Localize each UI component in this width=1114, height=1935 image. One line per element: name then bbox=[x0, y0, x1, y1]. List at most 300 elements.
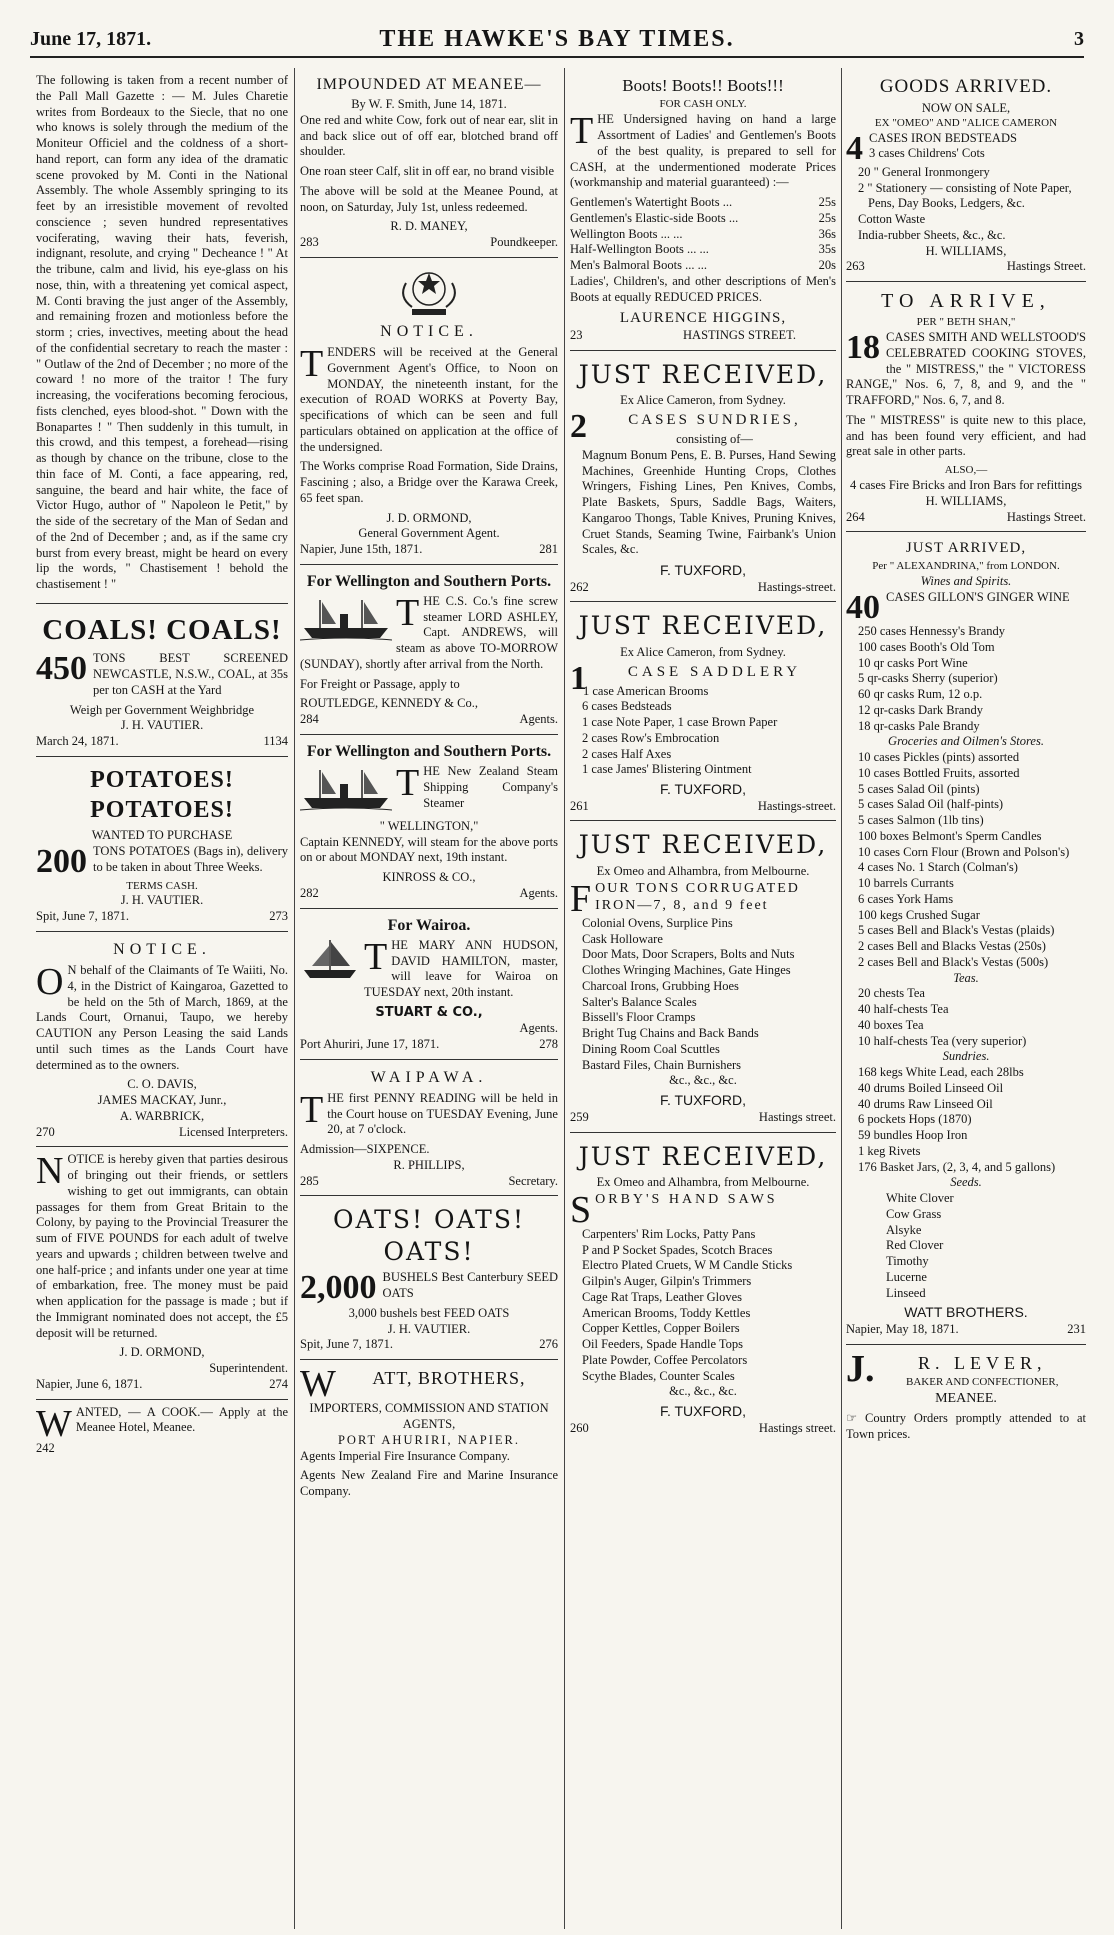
ad-consisting: consisting of— bbox=[676, 432, 753, 447]
ad-signature: R. D. MANEY, bbox=[390, 219, 468, 234]
ad-text: HE Undersigned having on hand a large Assortment of Ladies' and Gentlemen's Boots of the best quality, is prepared to sell for CASH, at the undermentioned moderate Prices (workmanship and material guaranteed) :— bbox=[570, 112, 836, 190]
ad-number: 284 bbox=[300, 712, 319, 727]
ad-text: OTICE is hereby given that parties desirous of bringing out their friends, or settlers wishing to get out immigrants, can obtain passages for them from Great Britain to the Colony, by paying to the Provincial Treasurer the sum of FIVE POUNDS for each adult of twelve years and upwards ; children between twelve and one half-price ; and infants under one year at time of embarkation, free. The money must be paid when application for the passage is made ; but if the Immigrant nominated does not accept, the £5 deposit will be returned. bbox=[36, 1152, 288, 1340]
groceries-list bbox=[846, 750, 1086, 971]
list-item: 6 cases York Hams bbox=[858, 891, 954, 906]
list-item: Bright Tug Chains and Back Bands bbox=[582, 1026, 759, 1041]
list-item: 40 half-chests Tea bbox=[858, 1002, 949, 1017]
ad-heading: JUST RECEIVED, bbox=[578, 611, 828, 641]
ad-subheading: BAKER AND CONFECTIONER, bbox=[906, 1376, 1059, 1389]
page-number: 3 bbox=[1074, 28, 1084, 50]
ad-title: CASE SADDLERY bbox=[627, 663, 802, 680]
drop-cap: W bbox=[300, 1363, 336, 1406]
column-rule bbox=[564, 68, 565, 1929]
list-item: Clothes Wringing Machines, Gate Hinges bbox=[582, 963, 791, 978]
ad-agent: ROUTLEDGE, KENNEDY & Co., bbox=[300, 696, 478, 711]
ad-just-received-sundries bbox=[570, 351, 836, 603]
ad-signature: H. WILLIAMS, bbox=[925, 493, 1007, 508]
ad-signature: F. TUXFORD, bbox=[659, 562, 747, 579]
list-item: 5 qr-casks Sherry (superior) bbox=[858, 671, 998, 686]
ad-number: 270 bbox=[36, 1124, 55, 1139]
ad-number: 231 bbox=[1067, 1321, 1086, 1336]
ad-source: EX "OMEO" AND "ALICE CAMERON bbox=[874, 116, 1058, 129]
ad-title: OUR TONS CORRUGATED IRON—7, 8, and 9 feet bbox=[595, 880, 800, 914]
price-list bbox=[570, 195, 836, 274]
ad-number: 1134 bbox=[263, 734, 288, 749]
article-text: The following is taken from a recent number of the Pall Mall Gazette : — M. Jules Charetie writes from Bordeaux to the Siecle, that no one who knows is solely through the medium of the Moniteur Officiel and the coldness of a short-hand report, can form any idea of the dramatic scene provoked by M. Conti in the National Assembly. The whole Assembly springing to its feet by an irresistible movement of revolted conscience ; seven hundred representatives vociferating, waving their hats, feverish, indignant, resolute, and crying " Decheance ! " At the tribune, calm and livid, his eye-glass on his nose, thin, with a threatening yet comical aspect, M. Conti braving the just anger of the Assembly, and remaining frozen and motionless before the storm ; cries, invectives, meeting about the head of the confidential secretary to reach the master : " Outlaw of the 2nd of December ; no more of the coward ! no more of the traitor ! The fury increasing, the vociferations becoming ferocious, fists clenched, eyes blood-shot. " Down with the Bonapartes ! " Then suddenly in this tumult, in this crowd, and this tempest, a forehead—rising as though by chance on the tribune, close to the thin face of M. Conti, a face appearing, red, sanguine, the beard and hair white, the face of Victor Hugo, author of " Napoleon le Petit," by the side of the secretary of the Man of Sedan and of the 2nd of December ; and, as if the same cry burst from every breast, might be heard on every lip the words, " Chastisement ! behold the chastisement ! " bbox=[36, 73, 288, 591]
price-row bbox=[570, 227, 836, 243]
drop-cap: O bbox=[36, 961, 64, 1004]
section-heading: Wines and Spirits. bbox=[920, 574, 1012, 588]
issue-date: June 17, 1871. bbox=[30, 28, 152, 50]
ad-signature: F. TUXFORD, bbox=[659, 781, 747, 798]
ad-number: 23 bbox=[570, 328, 583, 343]
ad-place: PORT AHURIRI, NAPIER. bbox=[337, 1432, 520, 1447]
drop-cap: N bbox=[36, 1150, 64, 1193]
ad-wellington bbox=[300, 735, 558, 909]
list-item: Cow Grass bbox=[886, 1206, 942, 1221]
ad-date: Spit, June 7, 1871. bbox=[36, 909, 130, 924]
ad-date: Port Ahuriri, June 17, 1871. bbox=[300, 1036, 440, 1051]
list-item: 6 pockets Hops (1870) bbox=[858, 1112, 972, 1127]
ad-lord-ashley bbox=[300, 565, 558, 735]
ad-address: HASTINGS STREET. bbox=[683, 328, 796, 343]
ad-signature: F. TUXFORD, bbox=[659, 1092, 747, 1109]
ad-number: 260 bbox=[570, 1420, 589, 1435]
ad-heading: WAIPAWA. bbox=[370, 1068, 488, 1086]
list-item: 1 case American Brooms bbox=[583, 683, 709, 698]
ad-date: Spit, June 7, 1871. bbox=[300, 1337, 394, 1352]
ad-subheading: IMPORTERS, COMMISSION AND STATION AGENTS, bbox=[309, 1401, 549, 1431]
ad-text: N behalf of the Claimants of Te Waiiti, No. 4, in the District of Kaingaroa, Gazetted to be held on the 5th of March, 1869, at the Lands Court, Ornanui, Taupo, we hereby CAUTION any Person Leasing the said Lands until such times as the Lands Court have determined as to the owners. bbox=[36, 963, 288, 1072]
list-item: Electro Plated Cruets, W M Candle Sticks bbox=[582, 1258, 793, 1273]
ad-heading: COALS! COALS! bbox=[42, 613, 282, 646]
ad-signature: F. TUXFORD, bbox=[659, 1403, 747, 1420]
ad-etc: &c., &c., &c. bbox=[669, 1384, 737, 1399]
ad-immigration-notice bbox=[36, 1147, 288, 1399]
ad-heading: Boots! Boots!! Boots!!! bbox=[622, 76, 784, 95]
list-item: 59 bundles Hoop Iron bbox=[858, 1128, 968, 1143]
ad-heading: R. LEVER, bbox=[918, 1352, 1047, 1373]
ad-quantity: 450 bbox=[36, 650, 87, 688]
ad-just-received-saws bbox=[570, 1133, 836, 1443]
item-list bbox=[570, 916, 836, 1074]
coat-of-arms-illustration bbox=[300, 267, 558, 319]
list-item: Oil Feeders, Spade Handle Tops bbox=[582, 1337, 744, 1352]
ad-title: CASES GILLON'S GINGER WINE bbox=[886, 589, 1070, 604]
ad-text: TONS POTATOES (Bags in), delivery to be taken in about Three Weeks. bbox=[93, 844, 288, 874]
ad-address: Hastings-street. bbox=[757, 579, 836, 594]
ad-item: One red and white Cow, fork out of near ear, slit in and back slice out of off ear, blotched brand off shoulder. bbox=[300, 112, 558, 159]
ad-terms: TERMS CASH. bbox=[126, 879, 198, 892]
ad-text: Country Orders promptly attended to at Town prices. bbox=[846, 1410, 1086, 1441]
drop-cap: W bbox=[36, 1402, 72, 1445]
ad-address: Hastings Street. bbox=[1006, 509, 1086, 524]
ad-just-received-saddlery bbox=[570, 602, 836, 821]
column-2 bbox=[300, 68, 558, 1929]
ad-text: HE New Zealand Steam Shipping Company's Steamer bbox=[423, 764, 558, 810]
drop-cap: T bbox=[364, 935, 388, 978]
list-item: 100 kegs Crushed Sugar bbox=[858, 907, 980, 922]
ad-text: The " MISTRESS" is quite new to this place, and has been found very efficient, and had great sale in other parts. bbox=[846, 412, 1086, 459]
item-list bbox=[846, 165, 1086, 244]
ad-role: Superintendent. bbox=[209, 1361, 288, 1376]
list-item: 40 drums Raw Linseed Oil bbox=[858, 1096, 993, 1111]
ad-just-arrived-watt bbox=[846, 532, 1086, 1344]
list-item: 10 barrels Currants bbox=[858, 876, 954, 891]
list-item: Carpenters' Rim Locks, Patty Pans bbox=[582, 1226, 756, 1241]
ad-number: 242 bbox=[36, 1440, 55, 1455]
ad-role: Agents. bbox=[519, 1021, 558, 1036]
ad-heading: JUST RECEIVED, bbox=[578, 359, 828, 389]
list-item: 176 Basket Jars, (2, 3, 4, and 5 gallons) bbox=[858, 1159, 1056, 1174]
section-heading: Sundries. bbox=[942, 1049, 990, 1064]
ad-text: Captain KENNEDY, will steam for the above ports on or about MONDAY next, 19th instant. bbox=[300, 834, 558, 865]
drop-cap: J. bbox=[846, 1347, 875, 1390]
ad-text: ANTED, — A COOK.— Apply at the Meanee Hotel, Meanee. bbox=[75, 1404, 288, 1435]
wines-list bbox=[846, 624, 1086, 734]
ad-signature: WATT BROTHERS. bbox=[904, 1304, 1028, 1321]
ad-number: 262 bbox=[570, 579, 589, 594]
ad-subheading: FOR CASH ONLY. bbox=[659, 98, 747, 111]
list-item: 10 half-chests Tea (very superior) bbox=[858, 1033, 1027, 1048]
steamship-illustration bbox=[300, 764, 392, 819]
sundries-list bbox=[846, 1065, 1086, 1175]
price-row bbox=[570, 242, 836, 258]
ad-quantity: 4 bbox=[846, 129, 863, 167]
ad-address: Hastings Street. bbox=[1006, 259, 1086, 274]
price-value: 25s bbox=[818, 210, 836, 225]
ad-number: 282 bbox=[300, 885, 319, 900]
drop-cap: T bbox=[396, 591, 420, 634]
ad-text: HE first PENNY READING will be held in the Court house on TUESDAY Evening, June 20, at 7 o'clock. bbox=[327, 1090, 558, 1137]
ad-signature: H. WILLIAMS, bbox=[925, 243, 1007, 258]
ad-byline: By W. F. Smith, June 14, 1871. bbox=[351, 97, 507, 112]
masthead bbox=[30, 24, 1084, 58]
ad-title: ORBY'S HAND SAWS bbox=[595, 1191, 778, 1207]
list-item: 6 cases Bedsteads bbox=[582, 699, 672, 714]
ad-quantity: 200 bbox=[36, 843, 87, 880]
ad-number: 264 bbox=[846, 509, 865, 524]
price-row bbox=[570, 195, 836, 211]
ad-potatoes bbox=[36, 757, 288, 932]
ad-text: The above will be sold at the Meanee Pound, at noon, on Saturday, July 1st, unless redeemed. bbox=[300, 183, 558, 214]
list-item: 1 case Note Paper, 1 case Brown Paper bbox=[582, 715, 778, 730]
ad-item: One roan steer Calf, slit in off ear, no brand visible bbox=[300, 164, 555, 179]
ad-text: Agents Imperial Fire Insurance Company. bbox=[300, 1448, 510, 1463]
ad-line: 3 cases Childrens' Cots bbox=[869, 146, 985, 161]
ad-just-received-iron bbox=[570, 821, 836, 1132]
list-item: 40 drums Boiled Linseed Oil bbox=[858, 1080, 1004, 1095]
ad-coals bbox=[36, 604, 288, 757]
list-item: Cotton Waste bbox=[858, 212, 926, 227]
ad-date: Napier, June 15th, 1871. bbox=[300, 542, 423, 557]
article-conti bbox=[36, 68, 288, 604]
ad-heading: OATS! OATS! OATS! bbox=[332, 1205, 525, 1266]
ad-text: TONS BEST SCREENED NEWCASTLE, N.S.W., COAL, at 35s per ton CASH at the Yard bbox=[93, 651, 288, 697]
list-item: Scythe Blades, Counter Scales bbox=[582, 1368, 735, 1383]
ad-subheading: WANTED TO PURCHASE bbox=[91, 828, 233, 843]
list-item: Bastard Files, Chain Burnishers bbox=[582, 1057, 742, 1072]
ad-number: 281 bbox=[539, 542, 558, 557]
list-item: 10 cases Corn Flour (Brown and Polson's) bbox=[858, 844, 1070, 859]
ad-number: 261 bbox=[570, 798, 589, 813]
ad-title: CASES IRON BEDSTEADS bbox=[869, 130, 1017, 145]
ship-name: " WELLINGTON," bbox=[379, 818, 479, 833]
pointing-hand-icon: ☞ bbox=[846, 1410, 866, 1425]
list-item: 40 boxes Tea bbox=[858, 1017, 924, 1032]
list-item: India-rubber Sheets, &c., &c. bbox=[858, 227, 1006, 242]
ad-date: Napier, June 6, 1871. bbox=[36, 1376, 143, 1391]
list-item: Dining Room Coal Scuttles bbox=[582, 1041, 720, 1056]
ad-waipawa bbox=[300, 1060, 558, 1197]
ad-address: Hastings street. bbox=[758, 1109, 836, 1124]
ad-subheading: Ex Alice Cameron, from Sydney. bbox=[620, 644, 786, 659]
sailing-ship-illustration bbox=[300, 938, 360, 987]
list-item: Door Mats, Door Scrapers, Bolts and Nuts bbox=[582, 947, 795, 962]
list-item: 12 qr-casks Dark Brandy bbox=[858, 702, 984, 717]
ad-date: Napier, May 18, 1871. bbox=[846, 1321, 959, 1336]
list-item: 10 cases Pickles (pints) assorted bbox=[858, 750, 1020, 765]
list-item: White Clover bbox=[886, 1191, 954, 1206]
price-value: 25s bbox=[818, 195, 836, 210]
list-item: Colonial Ovens, Surplice Pins bbox=[582, 915, 733, 930]
list-item: 168 kegs White Lead, each 28lbs bbox=[858, 1065, 1024, 1080]
teas-list bbox=[846, 986, 1086, 1049]
list-item: 2 cases Row's Embrocation bbox=[582, 730, 720, 745]
ad-text: CASES SMITH AND WELLSTOOD'S CELEBRATED COOKING STOVES, the " MISTRESS," the " VICTORESS RANGE," Nos. 6, 7, 8, and 9, and the " TRAFFORD," Nos. 6, 7, and 8. bbox=[846, 330, 1086, 408]
ad-heading: GOODS ARRIVED. bbox=[879, 76, 1053, 97]
ad-role: Licensed Interpreters. bbox=[179, 1124, 288, 1139]
list-item: 1 case James' Blistering Ointment bbox=[582, 762, 752, 777]
list-item: 2 " Stationery — consisting of Note Paper, Pens, Day Books, Ledgers, &c. bbox=[858, 180, 1072, 211]
price-row bbox=[570, 258, 836, 274]
price-value: 35s bbox=[818, 242, 836, 257]
newspaper-title: THE HAWKE'S BAY TIMES. bbox=[379, 26, 735, 52]
section-heading: Seeds. bbox=[950, 1175, 982, 1190]
list-item: 20 chests Tea bbox=[858, 986, 925, 1001]
ad-signature: J. H. VAUTIER. bbox=[387, 1321, 471, 1336]
drop-cap: T bbox=[570, 110, 594, 153]
ad-heading: JUST RECEIVED, bbox=[578, 1141, 828, 1171]
ad-role: General Government Agent. bbox=[358, 526, 500, 541]
list-item: Cage Rat Traps, Leather Gloves bbox=[582, 1289, 743, 1304]
item-list bbox=[570, 684, 836, 779]
list-item: Cask Holloware bbox=[582, 931, 663, 946]
ad-text: Agents New Zealand Fire and Marine Insurance Company. bbox=[300, 1468, 558, 1498]
ad-title: CASES SUNDRIES, bbox=[628, 412, 801, 429]
list-item: Salter's Balance Scales bbox=[582, 994, 697, 1009]
list-item: Red Clover bbox=[886, 1238, 944, 1253]
ad-wanted-cook bbox=[36, 1400, 288, 1463]
list-item: 60 qr casks Rum, 12 o.p. bbox=[858, 687, 983, 702]
ad-place: MEANEE. bbox=[935, 1391, 997, 1407]
ad-number: 274 bbox=[269, 1376, 288, 1391]
list-item: 5 cases Salad Oil (half-pints) bbox=[858, 797, 1004, 812]
ad-impounded bbox=[300, 68, 558, 258]
ad-heading: For Wairoa. bbox=[387, 916, 471, 934]
price-value: 36s bbox=[818, 226, 836, 241]
ad-role: Secretary. bbox=[508, 1173, 558, 1188]
ad-role: Poundkeeper. bbox=[490, 235, 558, 250]
ad-signature: JAMES MACKAY, Junr., bbox=[97, 1093, 227, 1108]
section-heading: Teas. bbox=[953, 970, 979, 985]
column-rule bbox=[294, 68, 295, 1929]
ad-text: Ladies', Children's, and other descriptions of Men's Boots at equally REDUCED PRICES. bbox=[570, 273, 836, 304]
ad-heading: TO ARRIVE, bbox=[881, 290, 1051, 313]
column-1 bbox=[36, 68, 288, 1929]
ad-notice-te-waiiti bbox=[36, 932, 288, 1147]
ad-quantity: 2 bbox=[570, 408, 587, 446]
ad-text: 4 cases Fire Bricks and Iron Bars for refittings bbox=[850, 478, 1082, 492]
list-item: P and P Socket Spades, Scotch Braces bbox=[582, 1242, 773, 1257]
ad-heading: NOTICE. bbox=[380, 322, 478, 340]
ad-address: Hastings street. bbox=[758, 1420, 836, 1435]
ad-agent: STUART & CO., bbox=[375, 1004, 483, 1020]
ad-text: ENDERS will be received at the General Government Agent's Office, to Noon on MONDAY, the nineteenth instant, for the execution of ROAD WORKS at Poverty Bay, specifications of which can be seen and full particulars obtained on application at the office of the undersigned. bbox=[300, 345, 558, 454]
price-value: 20s bbox=[818, 258, 836, 273]
list-item: 20 " General Ironmongery bbox=[858, 164, 990, 179]
ad-quantity: 2,000 bbox=[300, 1269, 377, 1307]
ad-text: For Freight or Passage, apply to bbox=[300, 676, 460, 691]
column-rule bbox=[841, 68, 842, 1929]
list-item: 100 cases Booth's Old Tom bbox=[858, 639, 995, 654]
ad-note: Weigh per Government Weighbridge bbox=[69, 702, 255, 717]
ad-quantity: 40 bbox=[846, 588, 880, 626]
ad-number: 263 bbox=[846, 259, 865, 274]
ad-number: 259 bbox=[570, 1109, 589, 1124]
ad-heading: For Wellington and Southern Ports. bbox=[306, 572, 552, 590]
ad-admission: Admission—SIXPENCE. bbox=[300, 1142, 430, 1157]
list-item: Plate Powder, Coffee Percolators bbox=[582, 1352, 748, 1367]
list-item: 250 cases Hennessy's Brandy bbox=[858, 624, 1006, 639]
ad-quantity: 1 bbox=[570, 659, 587, 697]
ad-signature: LAURENCE HIGGINS, bbox=[619, 310, 787, 327]
ad-oats bbox=[300, 1196, 558, 1360]
list-item: 10 cases Bottled Fruits, assorted bbox=[858, 765, 1020, 780]
ad-subheading: Ex Omeo and Alhambra, from Melbourne. bbox=[596, 863, 810, 878]
ad-number: 285 bbox=[300, 1173, 319, 1188]
ad-heading: POTATOES! POTATOES! bbox=[90, 766, 234, 824]
ad-role: Agents. bbox=[519, 712, 558, 727]
drop-cap: T bbox=[300, 343, 324, 386]
ad-signature: J. D. ORMOND, bbox=[119, 1345, 205, 1360]
list-item: Timothy bbox=[886, 1254, 929, 1269]
list-item: 5 cases Bell and Black's Vestas (plaids) bbox=[858, 923, 1055, 938]
price-item: Men's Balmoral Boots ... ... bbox=[570, 258, 707, 273]
ad-role: Agents. bbox=[519, 885, 558, 900]
ad-heading: ATT, BROTHERS, bbox=[372, 1368, 526, 1389]
ad-number: 276 bbox=[539, 1337, 558, 1352]
drop-cap: S bbox=[570, 1188, 592, 1231]
ad-number: 278 bbox=[539, 1036, 558, 1051]
list-item: Lucerne bbox=[886, 1269, 927, 1284]
item-list bbox=[570, 1227, 836, 1385]
ad-address: Hastings-street. bbox=[757, 798, 836, 813]
drop-cap: T bbox=[300, 1088, 324, 1131]
list-item: American Brooms, Toddy Kettles bbox=[582, 1305, 751, 1320]
ad-boots bbox=[570, 68, 836, 351]
ad-signature: J. D. ORMOND, bbox=[386, 510, 472, 525]
ad-subheading: Ex Omeo and Alhambra, from Melbourne. bbox=[596, 1175, 810, 1189]
ad-text: Magnum Bonum Pens, E. B. Purses, Hand Sewing Machines, Greenhide Hunting Crops, Clothes Wringers, Fishing Lines, Pen Knives, Combs, Plate Baskets, Spurs, Saddle Bags, Waiters, Kangaroo Thongs, Table Knives, Pruning Knives, Cruet Stands, Seaming Twine, Fairbank's Union Scales, &c. bbox=[582, 447, 836, 557]
list-item: 2 cases Bell and Blacks Vestas (250s) bbox=[858, 939, 1046, 954]
price-item: Half-Wellington Boots ... ... bbox=[570, 242, 709, 257]
section-heading: Groceries and Oilmen's Stores. bbox=[888, 734, 1044, 749]
ad-signature: J. H. VAUTIER. bbox=[120, 893, 204, 908]
ad-tenders bbox=[300, 258, 558, 565]
ad-heading: NOTICE. bbox=[113, 940, 211, 958]
ad-number: 273 bbox=[269, 909, 288, 924]
price-item: Gentlemen's Elastic-side Boots ... bbox=[570, 210, 739, 225]
list-item: 2 cases Half Axes bbox=[582, 746, 672, 761]
ad-signature: A. WARBRICK, bbox=[119, 1108, 205, 1123]
steamship-illustration bbox=[300, 594, 392, 649]
ad-wairoa bbox=[300, 909, 558, 1060]
column-4 bbox=[846, 68, 1086, 1929]
drop-cap: T bbox=[396, 762, 420, 805]
ad-quantity: 18 bbox=[846, 329, 880, 367]
price-item: Gentlemen's Watertight Boots ... bbox=[570, 195, 733, 210]
ad-text: 3,000 bushels best FEED OATS bbox=[348, 1305, 510, 1320]
list-item: Charcoal Irons, Grubbing Hoes bbox=[582, 978, 739, 993]
drop-cap: F bbox=[570, 877, 592, 920]
ad-date: March 24, 1871. bbox=[36, 734, 119, 749]
ad-source: Per " ALEXANDRINA," from LONDON. bbox=[872, 560, 1060, 573]
list-item: Bissell's Floor Cramps bbox=[582, 1010, 696, 1025]
list-item: 4 cases No. 1 Starch (Colman's) bbox=[858, 860, 1018, 875]
ad-number: 283 bbox=[300, 235, 319, 250]
list-item: Copper Kettles, Copper Boilers bbox=[582, 1321, 740, 1336]
ad-subheading: NOW ON SALE, bbox=[921, 100, 1011, 115]
ad-source: PER " BETH SHAN," bbox=[916, 316, 1016, 329]
ad-heading: IMPOUNDED AT MEANEE— bbox=[316, 76, 542, 93]
column-3 bbox=[570, 68, 836, 1929]
seeds-list bbox=[846, 1191, 1086, 1301]
list-item: Linseed bbox=[886, 1285, 926, 1300]
ad-agent: KINROSS & CO., bbox=[382, 870, 476, 885]
ad-signature: J. H. VAUTIER. bbox=[120, 718, 204, 733]
list-item: 2 cases Bell and Black's Vestas (500s) bbox=[858, 954, 1049, 969]
ad-goods-arrived bbox=[846, 68, 1086, 282]
ad-to-arrive bbox=[846, 282, 1086, 532]
ad-heading: JUST ARRIVED, bbox=[905, 540, 1027, 557]
ad-signature: C. O. DAVIS, bbox=[127, 1077, 197, 1092]
ad-text: The Works comprise Road Formation, Side Drains, Fascining ; also, a Bridge over the Karawa Creek, 65 feet span. bbox=[300, 459, 558, 505]
ad-etc: &c., &c., &c. bbox=[669, 1073, 737, 1088]
list-item: 10 qr casks Port Wine bbox=[858, 655, 968, 670]
ad-watt-brothers bbox=[300, 1360, 558, 1510]
price-row bbox=[570, 211, 836, 227]
list-item: Gilpin's Auger, Gilpin's Trimmers bbox=[582, 1274, 752, 1289]
ad-lever-baker bbox=[846, 1345, 1086, 1453]
ad-signature: R. PHILLIPS, bbox=[393, 1157, 465, 1172]
ad-heading: JUST RECEIVED, bbox=[578, 830, 828, 860]
ad-text: BUSHELS Best Canterbury SEED OATS bbox=[382, 1270, 558, 1301]
list-item: Alsyke bbox=[886, 1222, 922, 1237]
list-item: 100 boxes Belmont's Sperm Candles bbox=[858, 828, 1042, 843]
list-item: 5 cases Salmon (1lb tins) bbox=[858, 813, 984, 828]
ad-text: HE C.S. Co.'s fine screw steamer LORD ASHLEY, Capt. ANDREWS, will steam as above TO-MORROW (SUNDAY), shortly after arrival from the North. bbox=[300, 593, 558, 671]
list-item: 1 keg Rivets bbox=[858, 1143, 921, 1158]
ad-subheading: Ex Alice Cameron, from Sydney. bbox=[620, 393, 786, 408]
ad-text: HE MARY ANN HUDSON, DAVID HAMILTON, master, will leave for Wairoa on TUESDAY next, 20th instant. bbox=[364, 937, 558, 1000]
ad-heading: For Wellington and Southern Ports. bbox=[306, 742, 552, 760]
ad-also: ALSO,— bbox=[944, 464, 988, 477]
list-item: 18 qr-casks Pale Brandy bbox=[858, 718, 980, 733]
price-item: Wellington Boots ... ... bbox=[570, 226, 683, 241]
list-item: 5 cases Salad Oil (pints) bbox=[858, 781, 980, 796]
